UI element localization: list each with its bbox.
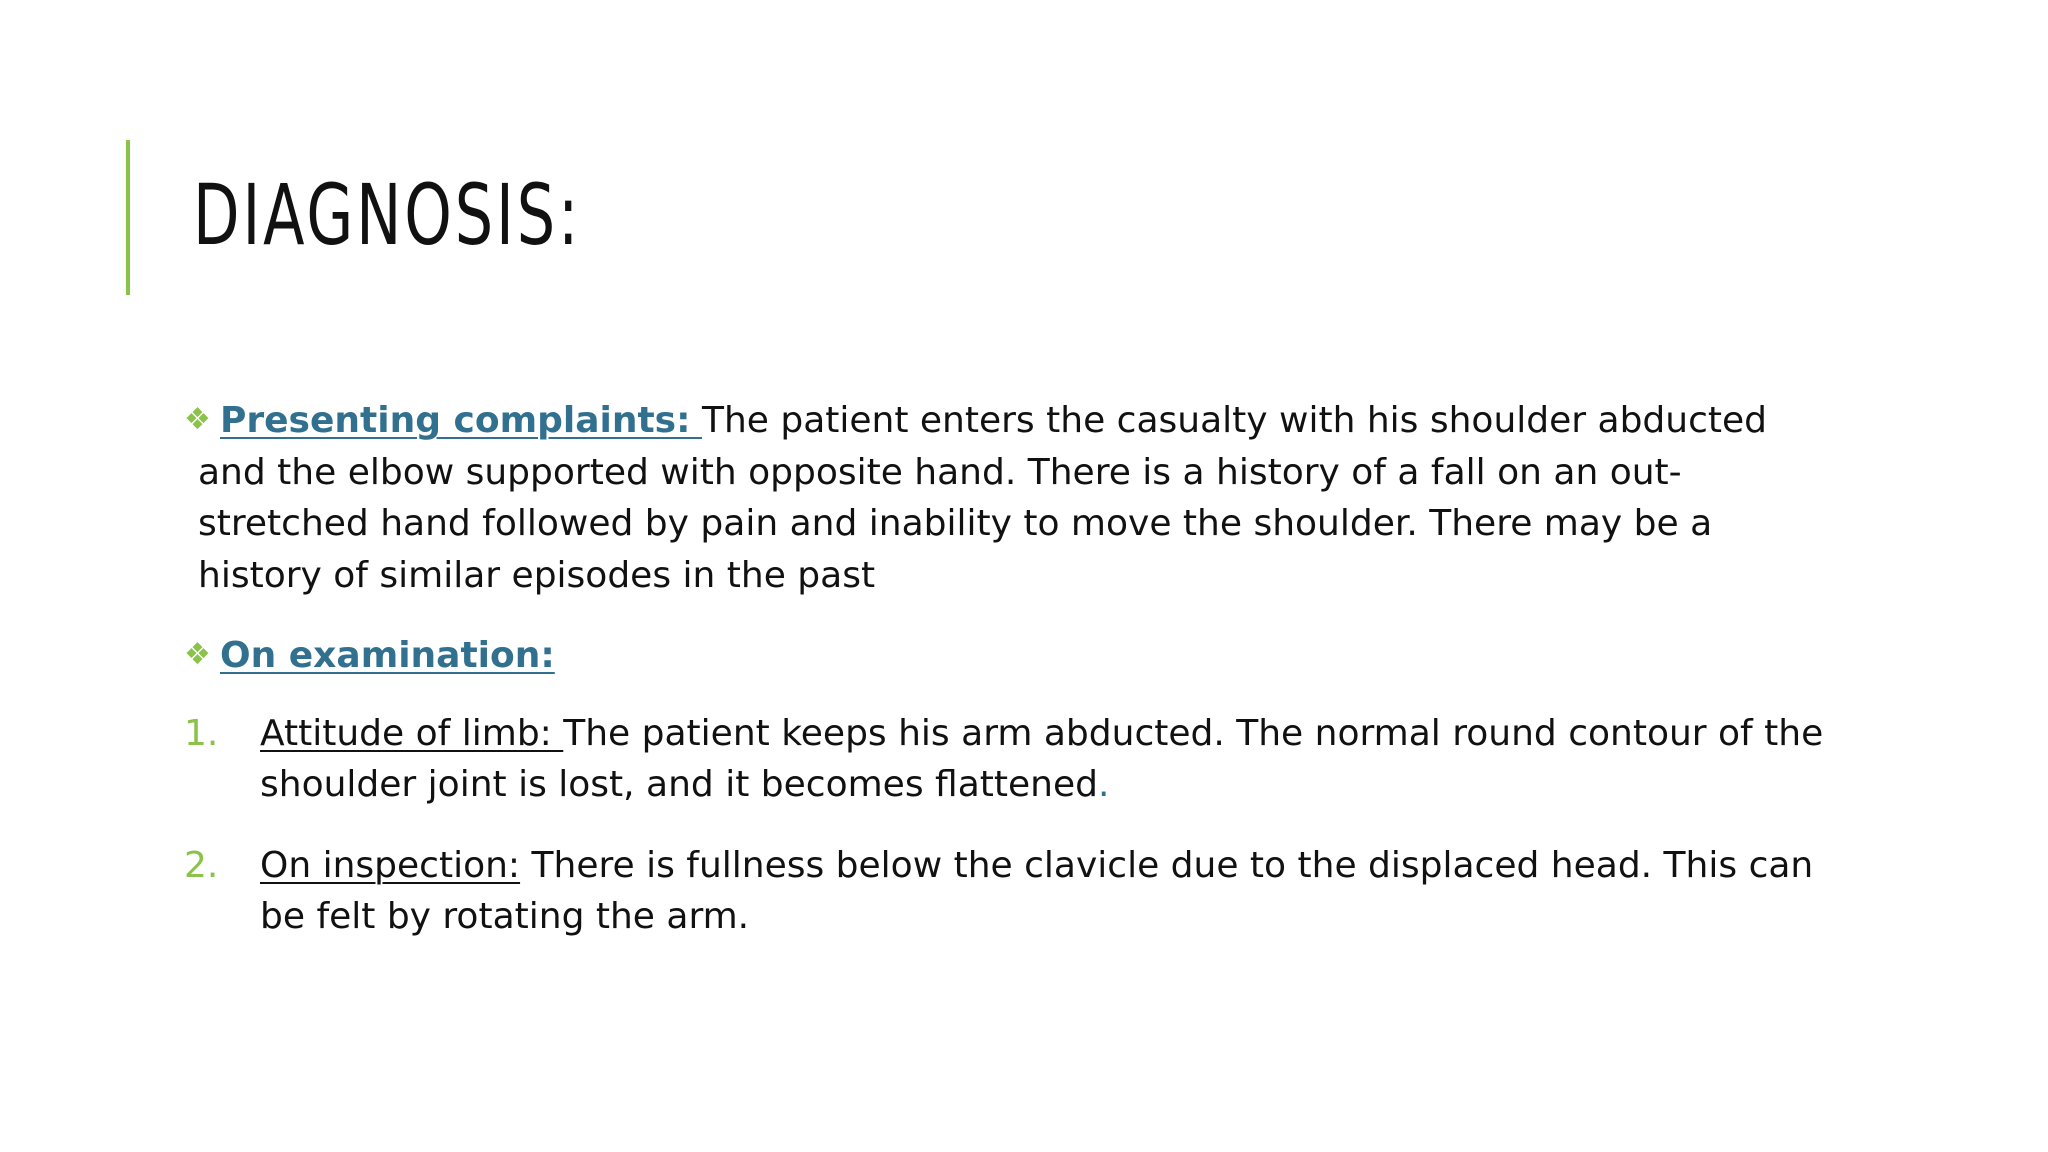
list-number: 2. xyxy=(184,844,219,886)
diamond-bullet-icon: ❖ xyxy=(184,402,211,437)
title-accent-bar xyxy=(126,140,130,295)
presenting-complaints-text: The patient enters the casualty with his shoulder abducted and the elbow supported with opposite hand. There is a history of a fall on an out-stretched hand followed by pain and inability to move the shoulder. There may be a history of similar episodes in the past xyxy=(198,400,1767,596)
slide-title: DIAGNOSIS: xyxy=(193,166,582,264)
on-examination-heading: On examination: xyxy=(220,635,555,676)
diamond-bullet-icon: ❖ xyxy=(184,637,211,672)
presenting-complaints-heading-space xyxy=(691,400,702,441)
attitude-of-limb-text: The patient keeps his arm abducted. The normal round contour of the shoulder joint is lost, and it becomes flattened xyxy=(260,712,1824,805)
list-item xyxy=(184,708,1824,811)
on-inspection-label: On inspection: xyxy=(260,844,521,886)
presenting-complaints-paragraph xyxy=(184,394,1828,601)
examination-list xyxy=(184,708,1824,943)
list-number: 1. xyxy=(184,712,219,754)
list-item xyxy=(184,840,1824,943)
attitude-of-limb-label: Attitude of limb: xyxy=(260,712,564,754)
attitude-of-limb-period: . xyxy=(1097,764,1110,805)
slide-body xyxy=(184,394,1824,972)
on-examination-paragraph xyxy=(184,629,1824,682)
presenting-complaints-heading: Presenting complaints: xyxy=(220,400,691,441)
on-inspection-text: There is fullness below the clavicle due to the displaced head. This can be felt by rotating the arm. xyxy=(260,844,1814,937)
